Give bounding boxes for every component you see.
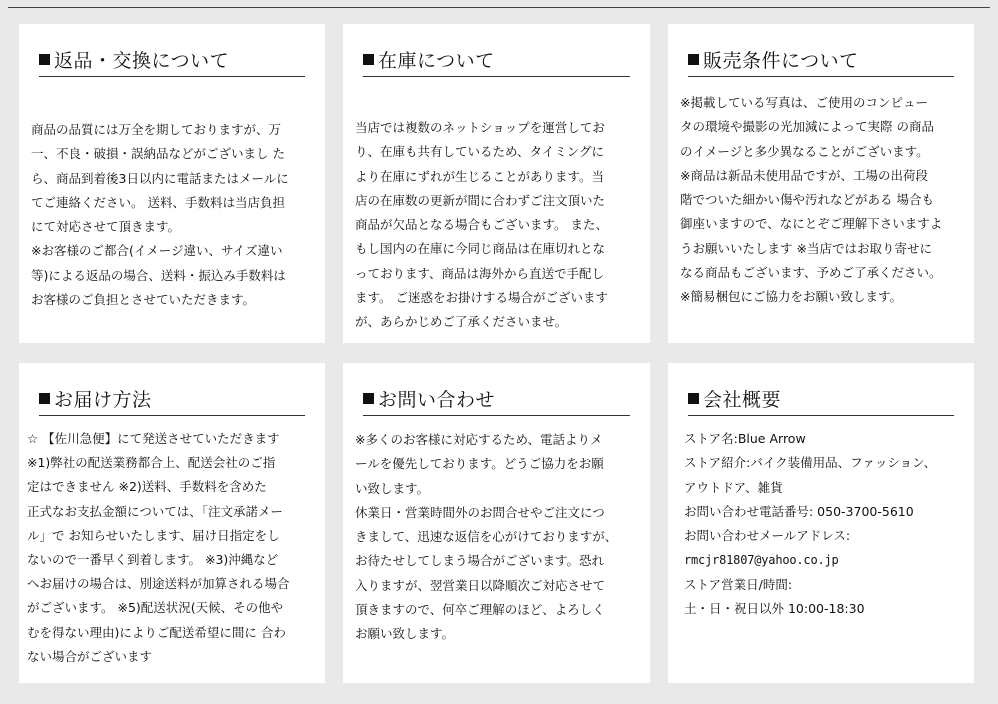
square-bullet-icon (363, 393, 374, 404)
returns-card (19, 24, 325, 343)
stock-title: 在庫について (378, 50, 495, 72)
text-line: お待たせしてしまう場合がございます。恐れ (355, 553, 605, 569)
text-line: 商品が欠品となる場合もございます。 また、 (355, 217, 608, 233)
text-line: 階でついた細かい傷や汚れなどがある 場合も (680, 192, 934, 208)
company-title: 会社概要 (703, 389, 782, 411)
text-line: タの環境や撮影の光加減によって実際 の商品 (680, 119, 934, 135)
text-line: ※掲載している写真は、ご使用のコンピュー (680, 95, 928, 110)
text-line: ※多くのお客様に対応するため、電話よりメ (355, 432, 603, 447)
store-description: ストア紹介:バイク装備用品、ファッション、 (684, 455, 937, 471)
delivery-card (19, 363, 325, 683)
business-hours-label: ストア営業日/時間: (684, 576, 793, 592)
sales-terms-heading (688, 46, 954, 77)
returns-heading (39, 46, 305, 77)
text-line: 一、不良・破損・誤納品などがございまし た (31, 146, 285, 162)
text-line: うお願いいたします ※当店ではお取り寄せに (680, 240, 932, 256)
contact-phone: お問い合わせ電話番号: 050-3700-5610 (684, 503, 914, 519)
delivery-body (27, 427, 319, 669)
returns-body (31, 118, 319, 312)
text-line: ます。 ご迷惑をお掛けする場合がございます (355, 290, 608, 306)
delivery-title: お届け方法 (54, 389, 152, 411)
text-line: お客様のご負担とさせていただきます。 (31, 292, 256, 308)
stock-heading (363, 46, 630, 77)
text-line: 商品の品質には万全を期しておりますが、万 (31, 122, 282, 137)
text-line: ※簡易梱包にご協力をお願い致します。 (680, 289, 902, 305)
sales-terms-title: 販売条件について (703, 50, 859, 72)
text-line: にて対応させて頂きます。 (31, 219, 181, 235)
stock-card (343, 24, 650, 343)
store-name: ストア名:Blue Arrow (684, 431, 806, 446)
text-line: なる商品もございます、予めご了承ください。 (680, 265, 942, 281)
text-line: のイメージと多少異なることがございます。 (680, 143, 929, 159)
text-line: 当店では複数のネットショップを運営してお (355, 120, 605, 135)
text-line: 等)による返品の場合、送料・振込み手数料は (31, 267, 286, 283)
returns-title: 返品・交換について (54, 50, 230, 72)
sales-terms-card (668, 24, 974, 343)
square-bullet-icon (688, 54, 699, 65)
text-line: ない場合がございます (27, 648, 153, 664)
text-line: きまして、迅速な返信を心がけておりますが、 (355, 529, 618, 545)
text-line: っております、商品は海外から直送で手配し (355, 265, 605, 281)
top-divider (8, 7, 990, 8)
text-line: が、あらかじめご了承くださいませ。 (355, 314, 568, 330)
text-line: 店の在庫数の更新が間に合わずご注文頂いた (355, 192, 606, 208)
contact-title: お問い合わせ (378, 389, 496, 411)
contact-body (355, 428, 644, 647)
text-line: ☆ 【佐川急便】にて発送させていただきます (27, 431, 280, 446)
company-card (668, 363, 974, 683)
text-line: より在庫にずれが生じることがあります。当 (355, 168, 605, 184)
text-line: もし国内の在庫に今同じ商品は在庫切れとな (355, 241, 606, 257)
text-line: ※お客様のご都合(イメージ違い、サイズ違い (31, 243, 283, 259)
square-bullet-icon (363, 54, 374, 65)
text-line: ら、商品到着後3日以内に電話またはメールに (31, 170, 289, 186)
stock-body (355, 116, 644, 335)
text-line: 御座いますので、なにとぞご理解下さいますよ (680, 216, 943, 232)
company-heading (688, 385, 954, 416)
text-line: い致します。 (355, 480, 430, 496)
contact-card (343, 363, 650, 683)
text-line: てご連絡ください。 送料、手数料は当店負担 (31, 194, 285, 210)
sales-terms-body (680, 91, 968, 310)
text-line: ないので一番早く到着します。 ※3)沖縄など (27, 552, 279, 568)
text-line: 頂きますので、何卒ご理解のほど、よろしく (355, 602, 605, 618)
contact-heading (363, 385, 630, 416)
square-bullet-icon (39, 393, 50, 404)
text-line: がございます。 ※5)配送状況(天候、その他や (27, 600, 284, 616)
text-line: り、在庫も共有しているため、タイミングに (355, 144, 605, 160)
text-line: ※商品は新品未使用品ですが、工場の出荷段 (680, 167, 928, 183)
text-line: むを得ない理由)によりご配送希望に間に 合わ (27, 624, 286, 640)
company-body (684, 427, 968, 621)
text-line: 正式なお支払金額については、「注文承諾メー (27, 503, 284, 519)
text-line: へお届けの場合は、別途送料が加算される場合 (27, 576, 290, 592)
delivery-heading (39, 385, 305, 416)
text-line: お願い致します。 (355, 626, 455, 642)
store-description-cont: アウトドア、雑貨 (684, 479, 783, 495)
text-line: 休業日・営業時間外のお問合せやご注文につ (355, 504, 605, 520)
text-line: 定はできません ※2)送料、手数料を含めた (27, 479, 267, 495)
contact-email[interactable]: rmcjr81807@yahoo.co.jp (684, 553, 839, 568)
square-bullet-icon (39, 54, 50, 65)
contact-email-label: お問い合わせメールアドレス: (684, 528, 851, 544)
square-bullet-icon (688, 393, 699, 404)
text-line: ールを優先しております。どうご協力をお願 (355, 456, 604, 472)
text-line: ※1)弊社の配送業務都合上、配送会社のご指 (27, 455, 276, 471)
text-line: ル」で お知らせいたします、届け日指定をし (27, 527, 280, 543)
text-line: 入りますが、翌営業日以降順次ご対応させて (355, 577, 606, 593)
business-hours: 土・日・祝日以外 10:00-18:30 (684, 601, 865, 617)
